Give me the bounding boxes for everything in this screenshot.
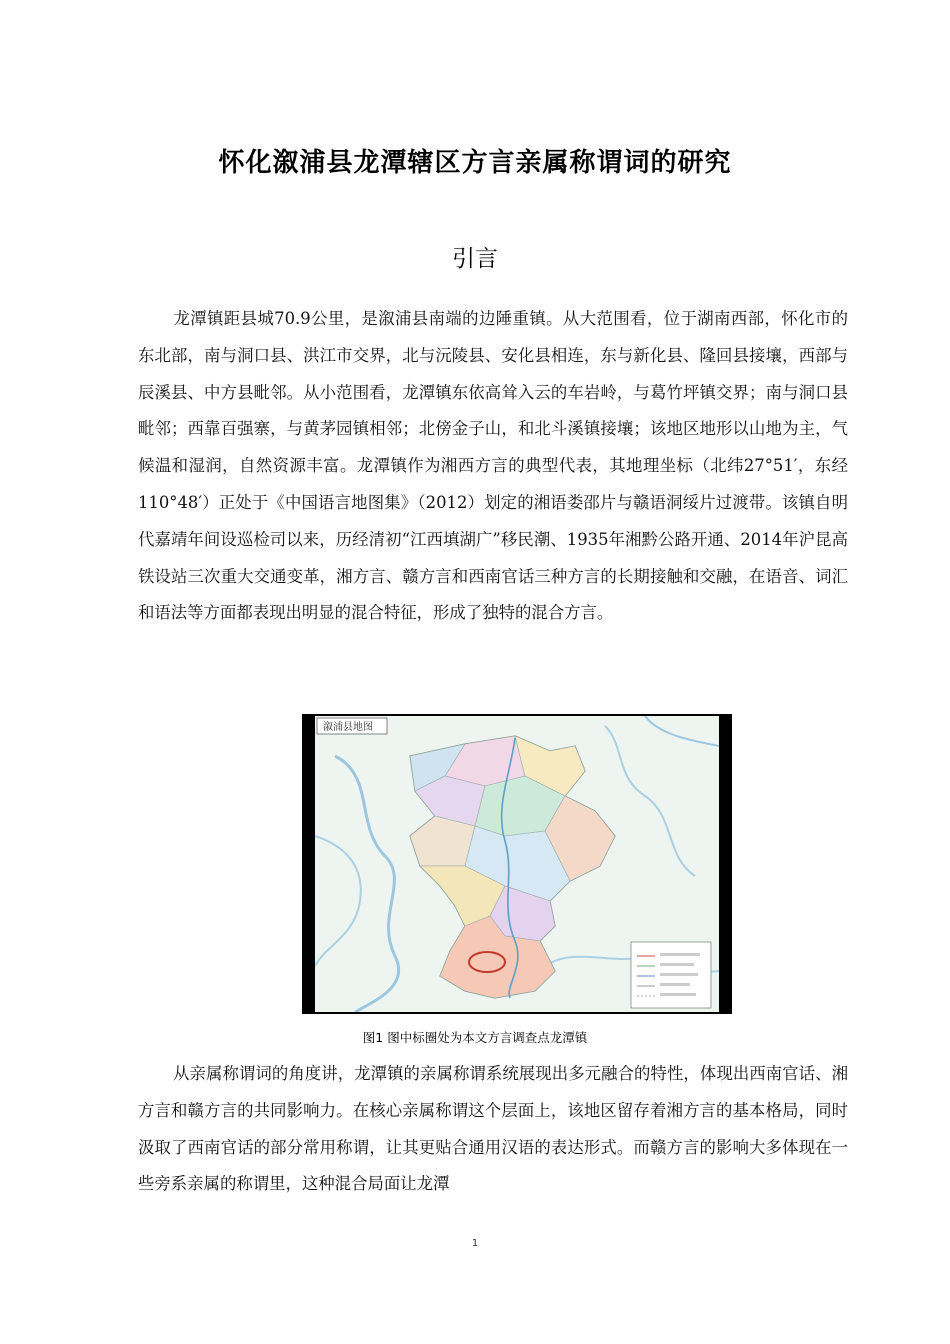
body-paragraph-1 xyxy=(138,301,848,632)
paragraph-1-text: 龙潭镇距县城70.9公里，是溆浦县南端的边陲重镇。从大范围看，位于湖南西部，怀化市的东北部，南与洞口县、洪江市交界，北与沅陵县、安化县相连，东与新化县、隆回县接壤，西部与辰溪县、中方县毗邻。从小范围看，龙潭镇东依高耸入云的车岩岭，与葛竹坪镇交界；南与洞口县毗邻；西靠百强寨，与黄茅园镇相邻；北傍金子山，和北斗溪镇接壤；该地区地形以山地为主，气候温和湿润，自然资源丰富。龙潭镇作为湘西方言的典型代表，其地理坐标（北纬27°51′，东经110°48′）正处于《中国语言地图集》（2012）划定的湘语娄邵片与赣语洞绥片过渡带。该镇自明代嘉靖年间设巡检司以来，历经清初“江西填湖广”移民潮、1935年湘黔公路开通、2014年沪昆高铁设站三次重大交通变革，湘方言、赣方言和西南官话三种方言的长期接触和交融，在语音、词汇和语法等方面都表现出明显的混合特征，形成了独特的混合方言。 xyxy=(138,309,848,623)
page-number: 1 xyxy=(471,1238,479,1249)
map-graphic xyxy=(315,716,719,1012)
map-figure xyxy=(302,714,732,1014)
body-paragraph-2 xyxy=(138,1056,848,1203)
paper-title: 怀化溆浦县龙潭辖区方言亲属称谓词的研究 xyxy=(218,148,732,178)
paragraph-2-text: 从亲属称谓词的角度讲，龙潭镇的亲属称谓系统展现出多元融合的特性，体现出西南官话、湘方言和赣方言的共同影响力。在核心亲属称谓这个层面上，该地区留存着湘方言的基本格局，同时汲取了西南官话的部分常用称谓，让其更贴合通用汉语的表达形式。而赣方言的影响大多体现在一些旁系亲属的称谓里，这种混合局面让龙潭 xyxy=(138,1064,848,1194)
figure-caption: 图1 图中标圈处为本文方言调查点龙潭镇 xyxy=(362,1030,588,1045)
map-title: 溆浦县地图 xyxy=(323,722,373,733)
section-heading: 引言 xyxy=(452,246,498,272)
county-map xyxy=(315,716,719,1012)
